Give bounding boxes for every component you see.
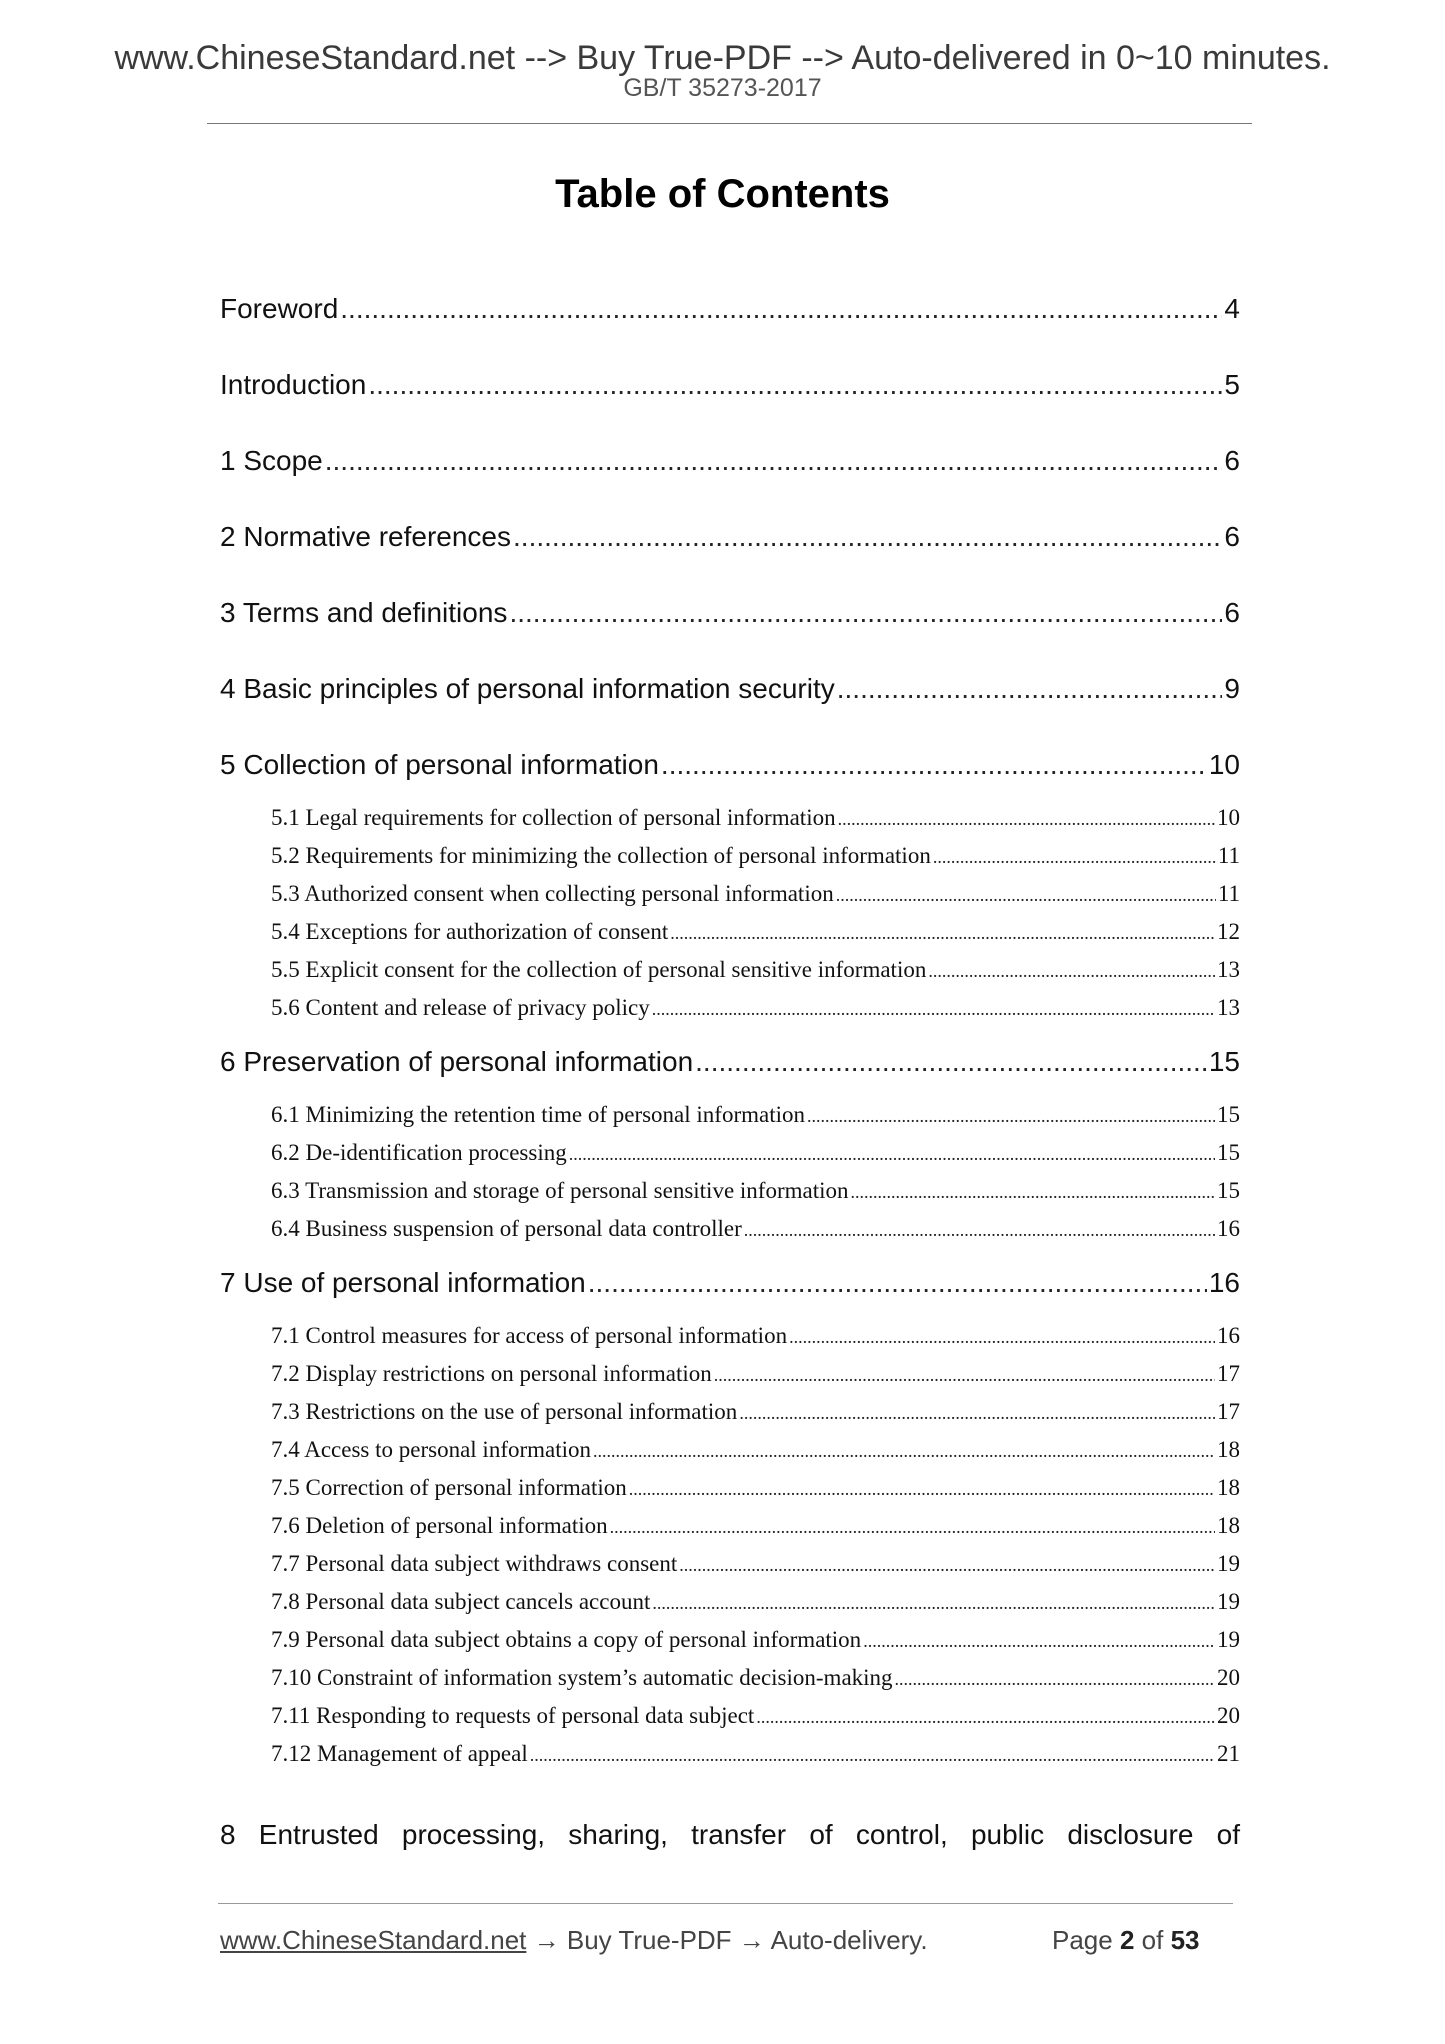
toc-leader-dots — [661, 748, 1207, 782]
toc-leader-dots — [756, 1703, 1215, 1731]
header-banner: www.ChineseStandard.net --> Buy True-PDF --> Auto-delivered in 0~10 minutes. — [114, 39, 1331, 77]
toc-entry-page: 16 — [1217, 1216, 1240, 1241]
toc-entry-label: 5 Collection of personal information — [220, 749, 659, 780]
toc-entry[interactable] — [271, 842, 1240, 871]
page-total: 53 — [1170, 1925, 1200, 1955]
toc-leader-dots — [368, 368, 1222, 402]
toc-entry-label: 3 Terms and definitions — [220, 597, 508, 628]
toc-leader-dots — [851, 1178, 1216, 1206]
toc-entry-page: 15 — [1217, 1140, 1240, 1165]
toc-entry-label: 6.3 Transmission and storage of personal sensitive information — [271, 1178, 849, 1203]
toc-entry-page: 6 — [1224, 445, 1240, 476]
toc-entry[interactable] — [220, 1045, 1240, 1079]
toc-entry-page: 10 — [1208, 749, 1240, 780]
toc-entry[interactable] — [271, 804, 1240, 833]
page-title: Table of Contents — [555, 172, 890, 216]
toc-entry-label: 7.12 Management of appeal — [271, 1741, 528, 1766]
toc-entry-label: 7.3 Restrictions on the use of personal information — [271, 1399, 738, 1424]
toc-entry-label: 2 Normative references — [220, 521, 512, 552]
toc-leader-dots — [629, 1475, 1215, 1503]
toc-entry[interactable] — [220, 444, 1240, 478]
toc-entry-page: 20 — [1217, 1665, 1240, 1690]
toc-leader-dots — [588, 1266, 1207, 1300]
toc-entry-page: 6 — [1224, 597, 1240, 628]
footer-tagline: → Buy True-PDF → Auto-delivery. — [526, 1925, 928, 1955]
toc-entry[interactable] — [271, 1322, 1240, 1351]
toc-entry[interactable] — [271, 880, 1240, 909]
toc-leader-dots — [340, 292, 1222, 326]
toc-leader-dots — [509, 596, 1222, 630]
toc-entry-label: 5.5 Explicit consent for the collection of personal sensitive information — [271, 957, 927, 982]
toc-entry-page: 11 — [1217, 843, 1240, 868]
toc-entry[interactable] — [271, 1139, 1240, 1168]
toc-entry-page: 5 — [1224, 369, 1240, 400]
toc-entry[interactable] — [271, 956, 1240, 985]
toc-entry-label: 7.8 Personal data subject cancels account — [271, 1589, 651, 1614]
toc-entry-label: 6 Preservation of personal information — [220, 1046, 694, 1077]
toc-leader-dots — [863, 1627, 1215, 1655]
toc-leader-dots — [744, 1216, 1215, 1244]
toc-entry-label: 4 Basic principles of personal information security — [220, 673, 835, 704]
toc-leader-dots — [714, 1361, 1215, 1389]
toc-entry[interactable] — [220, 748, 1240, 782]
page-indicator — [1052, 1924, 1200, 1956]
toc-entry-label: 7.1 Control measures for access of personal information — [271, 1323, 788, 1348]
toc-entry[interactable] — [220, 1266, 1240, 1300]
toc-leader-dots — [928, 957, 1215, 985]
toc-entry-label: 6.4 Business suspension of personal data controller — [271, 1216, 742, 1241]
toc-entry-label: 5.3 Authorized consent when collecting personal information — [271, 881, 834, 906]
toc-entry-page: 17 — [1217, 1399, 1240, 1424]
toc-entry-page: 21 — [1217, 1741, 1240, 1766]
toc-leader-dots — [652, 1589, 1215, 1617]
toc-entry-label: 7.7 Personal data subject withdraws consent — [271, 1551, 678, 1576]
toc-entry-page: 16 — [1208, 1267, 1240, 1298]
toc-entry-page: 19 — [1217, 1551, 1240, 1576]
toc-leader-dots — [670, 919, 1215, 947]
toc-entry[interactable] — [271, 1398, 1240, 1427]
toc-entry-label: 7.4 Access to personal information — [271, 1437, 592, 1462]
toc-entry-label: 7.6 Deletion of personal information — [271, 1513, 608, 1538]
toc-entry-page: 19 — [1217, 1627, 1240, 1652]
toc-entry-page: 16 — [1217, 1323, 1240, 1348]
toc-entry-page: 10 — [1217, 805, 1240, 830]
toc-entry[interactable] — [220, 520, 1240, 554]
toc-entry-label: 7 Use of personal information — [220, 1267, 586, 1298]
toc-entry[interactable] — [271, 1626, 1240, 1655]
toc-leader-dots — [837, 672, 1223, 706]
footer-left — [220, 1924, 928, 1956]
toc-entry-continued: 8 Entrusted processing, sharing, transfer of control, public disclosure of — [220, 1819, 1240, 1850]
toc-entry-label: 7.10 Constraint of information system’s automatic decision-making — [271, 1665, 893, 1690]
toc-entry-page: 6 — [1224, 521, 1240, 552]
toc-entry[interactable] — [271, 1436, 1240, 1465]
toc-entry[interactable] — [271, 1588, 1240, 1617]
toc-entry-page: 13 — [1217, 995, 1240, 1020]
toc-entry[interactable] — [271, 1215, 1240, 1244]
toc-entry-label: 5.1 Legal requirements for collection of personal information — [271, 805, 836, 830]
standard-code: GB/T 35273-2017 — [623, 74, 822, 102]
toc-entry[interactable] — [271, 1664, 1240, 1693]
toc-entry[interactable] — [271, 1550, 1240, 1579]
toc-entry-label: 6.2 De-identification processing — [271, 1140, 567, 1165]
toc-leader-dots — [739, 1399, 1215, 1427]
toc-leader-dots — [593, 1437, 1215, 1465]
toc-leader-dots — [836, 881, 1216, 909]
toc-entry[interactable] — [220, 368, 1240, 402]
toc-entry-page: 17 — [1217, 1361, 1240, 1386]
toc-entry-page: 18 — [1217, 1475, 1240, 1500]
toc-entry-page: 15 — [1217, 1178, 1240, 1203]
toc-leader-dots — [838, 805, 1215, 833]
toc-entry-label: 6.1 Minimizing the retention time of personal information — [271, 1102, 805, 1127]
toc-entry[interactable] — [220, 292, 1240, 326]
toc-leader-dots — [895, 1665, 1215, 1693]
page-word: Page — [1052, 1925, 1113, 1955]
toc-leader-dots — [695, 1045, 1207, 1079]
toc-leader-dots — [789, 1323, 1215, 1351]
toc-entry-label: 5.4 Exceptions for authorization of consent — [271, 919, 669, 944]
toc-entry-page: 12 — [1217, 919, 1240, 944]
toc-entry[interactable] — [271, 918, 1240, 947]
page-current: 2 — [1119, 1925, 1135, 1955]
footer-site-link[interactable]: www.ChineseStandard.net — [220, 1925, 527, 1955]
toc-entry-page: 4 — [1224, 293, 1240, 324]
toc-leader-dots — [807, 1102, 1215, 1130]
toc-entry-page: 11 — [1217, 881, 1240, 906]
toc-entry-page: 13 — [1217, 957, 1240, 982]
toc-entry-page: 18 — [1217, 1437, 1240, 1462]
toc-entry[interactable] — [271, 1512, 1240, 1541]
toc-entry[interactable] — [271, 1702, 1240, 1731]
toc-entry[interactable] — [271, 1360, 1240, 1389]
toc-entry-label: 7.5 Correction of personal information — [271, 1475, 627, 1500]
toc-entry-label: 7.9 Personal data subject obtains a copy of personal information — [271, 1627, 862, 1652]
toc-entry[interactable] — [271, 994, 1240, 1023]
toc-leader-dots — [530, 1741, 1215, 1769]
toc-entry[interactable] — [271, 1177, 1240, 1206]
toc-entry-page: 9 — [1224, 673, 1240, 704]
toc-leader-dots — [610, 1513, 1215, 1541]
toc-leader-dots — [513, 520, 1222, 554]
toc-entry-page: 19 — [1217, 1589, 1240, 1614]
toc-leader-dots — [569, 1140, 1215, 1168]
toc-entry-label: 5.6 Content and release of privacy policy — [271, 995, 650, 1020]
toc-entry[interactable] — [271, 1474, 1240, 1503]
toc-leader-dots — [652, 995, 1215, 1023]
toc-entry-page: 15 — [1217, 1102, 1240, 1127]
toc-entry-label: 7.2 Display restrictions on personal information — [271, 1361, 712, 1386]
toc-entry-label: Foreword — [220, 293, 339, 324]
footer-divider — [218, 1903, 1233, 1904]
toc-leader-dots — [933, 843, 1216, 871]
toc-entry[interactable] — [220, 596, 1240, 630]
toc-entry-page: 20 — [1217, 1703, 1240, 1728]
toc-entry-label: 5.2 Requirements for minimizing the collection of personal information — [271, 843, 931, 868]
toc-entry-label: 1 Scope — [220, 445, 323, 476]
toc-leader-dots — [679, 1551, 1215, 1579]
toc-entry[interactable] — [271, 1740, 1240, 1769]
toc-entry[interactable] — [271, 1101, 1240, 1130]
toc-entry[interactable] — [220, 672, 1240, 706]
toc-entry-page: 18 — [1217, 1513, 1240, 1538]
toc-entry-label: Introduction — [220, 369, 367, 400]
toc-entry-label: 7.11 Responding to requests of personal data subject — [271, 1703, 755, 1728]
toc-leader-dots — [325, 444, 1223, 478]
header-divider — [207, 123, 1252, 124]
toc-entry-page: 15 — [1208, 1046, 1240, 1077]
page-of: of — [1141, 1925, 1164, 1955]
